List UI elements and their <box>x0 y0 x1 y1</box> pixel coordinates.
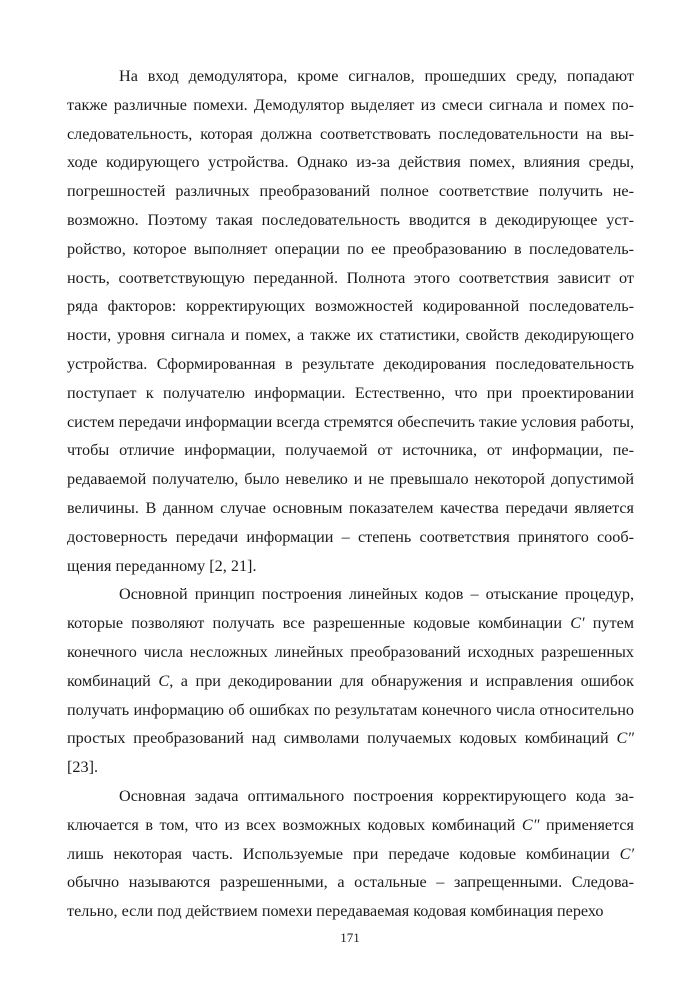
paragraph-1 <box>67 62 634 580</box>
paragraph-1-text: На вход демодулятора, кроме сигналов, прошедших среду, попадают также различные помехи. Демодулятор выделяет из смеси сигнала и помех последовательность, которая должна соответствовать последовательности на выходе кодирующего устройства. Однако из-за действия помех, влияния среды, погрешностей различных преобразований полное соответствие получить невозможно. Поэтому такая последовательность вводится в декодирующее устройство, которое выполняет операции по ее преобразованию в последовательность, соответствующую переданной. Полнота этого соответствия зависит от ряда факторов: корректирующих возможностей кодированной последовательности, уровня сигнала и помех, а также их статистики, свойств декодирующего устройства. Сформированная в результате декодирования последовательность поступает к получателю информации. Естественно, что при проектировании систем передачи информации всегда стремятся обеспечить такие условия работы, чтобы отличие информации, получаемой от источника, от информации, передаваемой получателю, было невелико и не превышало некоторой допустимой величины. В данном случае основным показателем качества передачи является достоверность передачи информации – степень соответствия принятого сообщения переданному [2, 21]. <box>67 67 634 575</box>
paragraph-2-text-a: Основной принцип построения линейных кодов – отыскание процедур, которые позволяют получать все разрешенные кодовые комбинации <box>67 585 634 633</box>
math-symbol-c: C <box>158 671 170 690</box>
math-symbol-c-prime: C′ <box>619 844 634 863</box>
math-symbol-c-double-prime: C″ <box>616 729 634 748</box>
paragraph-3 <box>67 782 634 926</box>
paragraph-2-text-c: , а при декодировании для обнаружения и исправления ошибок получать информацию об ошибках по результатам конечного числа относительно простых преобразований над символами получаемых кодовых комбинаций <box>67 671 635 748</box>
math-symbol-c-prime: C′ <box>570 614 585 633</box>
paragraph-3-text-b: применяется лишь некоторая часть. Используемые при передаче кодовые комбинации <box>67 815 634 863</box>
paragraph-2 <box>67 580 634 782</box>
paragraph-2-text-b: путем конечного числа несложных линейных преобразований исходных разрешенных комбинаций <box>67 614 634 690</box>
page-body <box>67 62 634 926</box>
paragraph-2-text-d: [23]. <box>67 758 99 777</box>
paragraph-3-text-c: обычно называются разрешенными, а остальные – запрещенными. Следовательно, если под действием помехи передаваемая кодовая комбинация перехо <box>67 873 634 921</box>
page-number: 171 <box>340 930 360 945</box>
paragraph-3-text-a: Основная задача оптимального построения корректирующего кода заключается в том, что из всех возможных кодовых комбинаций <box>67 786 634 834</box>
math-symbol-c-double-prime: C″ <box>521 815 540 834</box>
